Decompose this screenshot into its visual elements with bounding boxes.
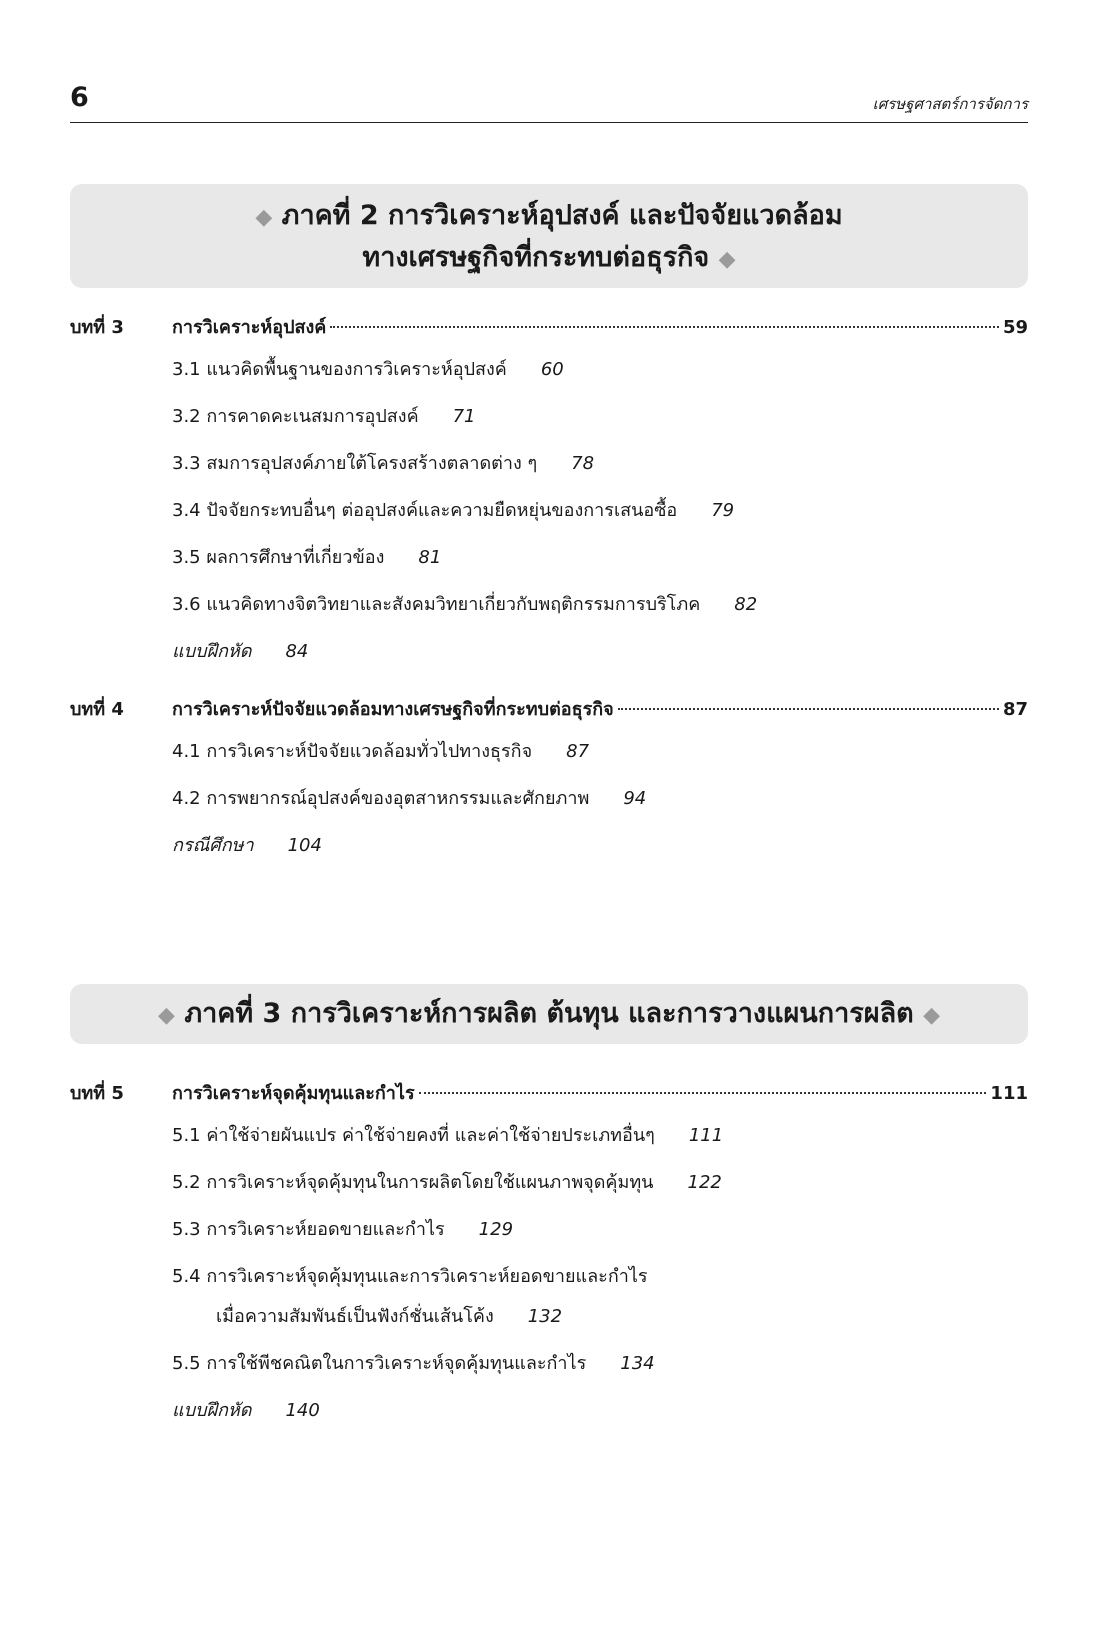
entry-page: 82: [734, 594, 758, 615]
chapter-title: การวิเคราะห์อุปสงค์: [172, 317, 327, 338]
entry-text: กรณีศึกษา: [172, 835, 254, 856]
entry-page: 71: [452, 406, 476, 427]
entry-page: 78: [571, 453, 595, 474]
dot-leader: [419, 1092, 987, 1094]
section-list: [172, 1124, 1028, 1423]
chapter-number: บทที่ 4: [70, 699, 124, 720]
entry-text: 5.3 การวิเคราะห์ยอดขายและกำไร: [172, 1219, 445, 1240]
entry-page: 132: [527, 1306, 563, 1327]
entry-text: 3.5 ผลการศึกษาที่เกี่ยวข้อง: [172, 547, 385, 568]
diamond-icon: ◆: [718, 247, 736, 272]
entry-page: 140: [285, 1400, 320, 1421]
entry-text: 4.2 การพยากรณ์อุปสงค์ของอุตสาหกรรมและศักยภาพ: [172, 788, 590, 809]
entry-text-continued: เมื่อความสัมพันธ์เป็นฟังก์ชั่นเส้นโค้ง: [216, 1306, 494, 1327]
entry-page: 104: [287, 835, 322, 856]
toc-entry-case-study[interactable]: [172, 834, 1028, 858]
toc-entry[interactable]: [172, 1218, 1028, 1242]
entry-text: แบบฝึกหัด: [172, 1400, 252, 1421]
chapter-number: บทที่ 5: [70, 1083, 124, 1104]
part-banner-2: [70, 184, 1028, 288]
chapter-number: บทที่ 3: [70, 317, 124, 338]
entry-page: 111: [688, 1125, 724, 1146]
diamond-icon: ◆: [158, 1003, 175, 1028]
entry-page: 129: [478, 1219, 514, 1240]
chapter-title: การวิเคราะห์จุดคุ้มทุนและกำไร: [172, 1083, 415, 1104]
entry-text: 5.5 การใช้พีชคณิตในการวิเคราะห์จุดคุ้มทุนและกำไร: [172, 1353, 587, 1374]
part-title-line-1: ภาคที่ 2 การวิเคราะห์อุปสงค์ และปัจจัยแวดล้อม: [281, 200, 843, 231]
entry-text: 4.1 การวิเคราะห์ปัจจัยแวดล้อมทั่วไปทางธุรกิจ: [172, 741, 533, 762]
running-book-title: เศรษฐศาสตร์การจัดการ: [872, 95, 1028, 113]
chapter-4: [70, 694, 1028, 881]
toc-entry[interactable]: [172, 546, 1028, 570]
chapter-heading[interactable]: [70, 312, 1028, 338]
entry-text: 3.2 การคาดคะเนสมการอุปสงค์: [172, 406, 419, 427]
entry-text: 3.3 สมการอุปสงค์ภายใต้โครงสร้างตลาดต่าง ๆ: [172, 453, 538, 474]
part-title-line-2: ทางเศรษฐกิจที่กระทบต่อธุรกิจ: [362, 242, 710, 273]
toc-entry[interactable]: [172, 499, 1028, 523]
part-banner-3: [70, 984, 1028, 1044]
chapter-5: [70, 1078, 1028, 1446]
chapter-title: การวิเคราะห์ปัจจัยแวดล้อมทางเศรษฐกิจที่กระทบต่อธุรกิจ: [172, 699, 614, 720]
toc-entry[interactable]: [172, 452, 1028, 476]
entry-text: 3.6 แนวคิดทางจิตวิทยาและสังคมวิทยาเกี่ยวกับพฤติกรรมการบริโภค: [172, 594, 701, 615]
section-list: [172, 358, 1028, 664]
toc-entry-exercises[interactable]: [172, 1399, 1028, 1423]
toc-entry[interactable]: [172, 1352, 1028, 1376]
toc-entry[interactable]: [172, 405, 1028, 429]
dot-leader: [618, 708, 999, 710]
entry-page: 94: [623, 788, 647, 809]
entry-page: 79: [711, 500, 735, 521]
part-title-line-1: ภาคที่ 3 การวิเคราะห์การผลิต ต้นทุน และการวางแผนการผลิต: [184, 998, 914, 1029]
entry-page: 134: [620, 1353, 655, 1374]
chapter-page: 59: [1002, 317, 1028, 338]
chapter-heading[interactable]: [70, 1078, 1028, 1104]
entry-page: 84: [285, 641, 309, 662]
toc-entry[interactable]: [172, 358, 1028, 382]
page-header: [70, 82, 1028, 123]
entry-text: แบบฝึกหัด: [172, 641, 252, 662]
chapter-page: 111: [990, 1083, 1028, 1104]
entry-page: 87: [566, 741, 590, 762]
entry-page: 81: [418, 547, 442, 568]
entry-page: 122: [687, 1172, 722, 1193]
chapter-page: 87: [1002, 699, 1028, 720]
entry-text: 5.4 การวิเคราะห์จุดคุ้มทุนและการวิเคราะห์ยอดขายและกำไร: [172, 1266, 648, 1287]
chapter-3: [70, 312, 1028, 687]
dot-leader: [330, 326, 999, 328]
toc-entry[interactable]: [172, 1171, 1028, 1195]
entry-page: 60: [540, 359, 564, 380]
section-list: [172, 740, 1028, 858]
diamond-icon: ◆: [923, 1003, 940, 1028]
toc-entry-exercises[interactable]: [172, 640, 1028, 664]
diamond-icon: ◆: [255, 205, 273, 230]
toc-entry[interactable]: [172, 1265, 1028, 1329]
toc-entry[interactable]: [172, 1124, 1028, 1148]
entry-text: 3.4 ปัจจัยกระทบอื่นๆ ต่ออุปสงค์และความยืดหยุ่นของการเสนอซื้อ: [172, 500, 678, 521]
page-number: 6: [70, 82, 89, 113]
entry-text: 5.1 ค่าใช้จ่ายผันแปร ค่าใช้จ่ายคงที่ และค่าใช้จ่ายประเภทอื่นๆ: [172, 1125, 655, 1146]
toc-entry[interactable]: [172, 740, 1028, 764]
entry-text: 5.2 การวิเคราะห์จุดคุ้มทุนในการผลิตโดยใช้แผนภาพจุดคุ้มทุน: [172, 1172, 654, 1193]
chapter-heading[interactable]: [70, 694, 1028, 720]
toc-entry[interactable]: [172, 787, 1028, 811]
entry-text: 3.1 แนวคิดพื้นฐานของการวิเคราะห์อุปสงค์: [172, 359, 507, 380]
toc-entry[interactable]: [172, 593, 1028, 617]
